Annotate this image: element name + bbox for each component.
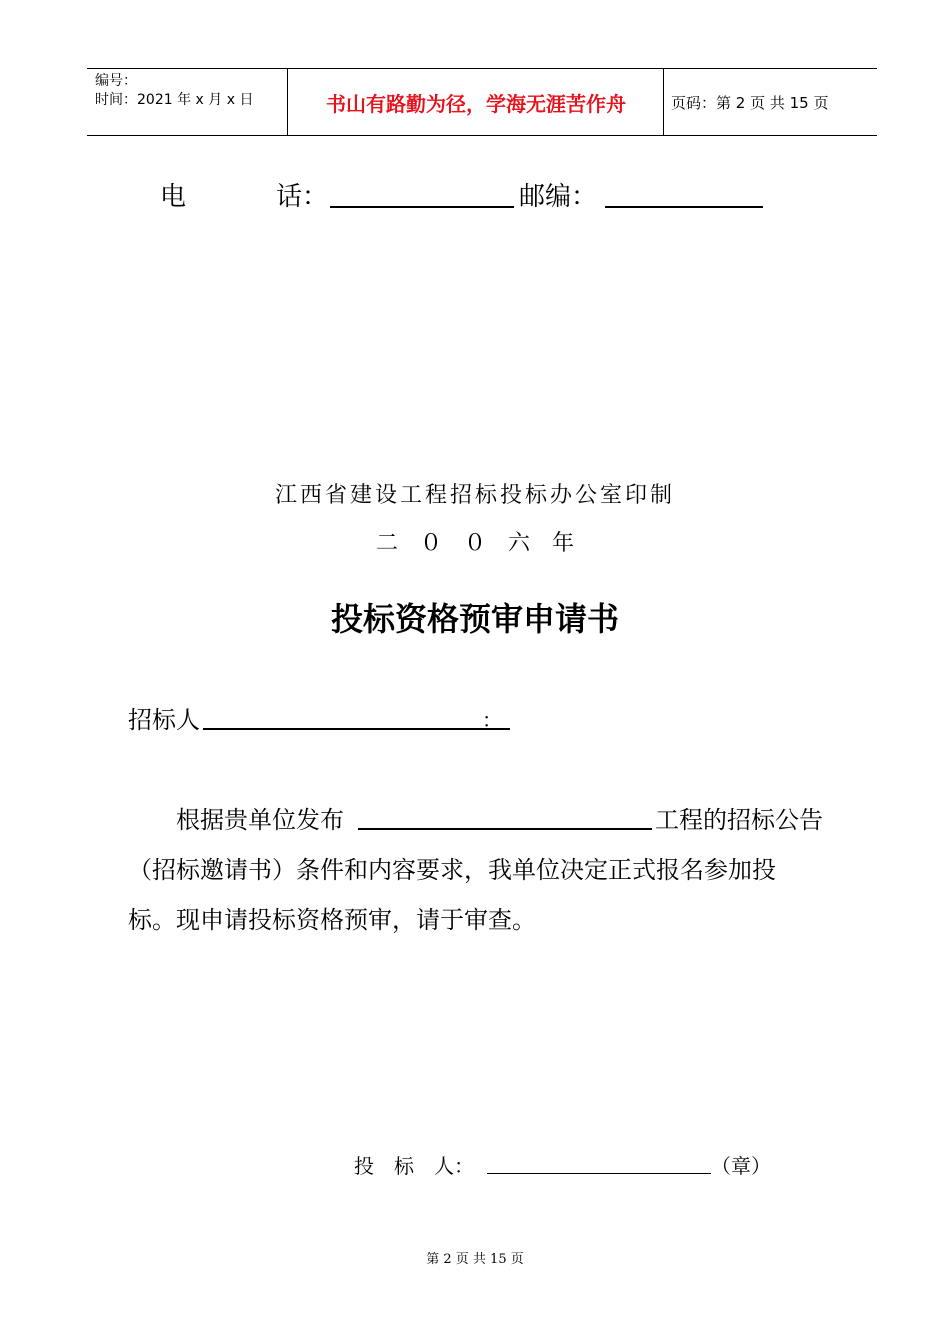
body-line2: （招标邀请书）条件和内容要求，我单位决定正式报名参加投 — [128, 856, 776, 884]
issuer-line: 江西省建设工程招标投标办公室印制 — [274, 483, 675, 508]
recipient-colon: ： — [482, 708, 502, 732]
document-title: 投标资格预审申请书 — [330, 600, 619, 638]
header-page-info: 页码：第 2 页 共 15 页 — [671, 93, 829, 112]
project-name-blank[interactable] — [358, 828, 652, 830]
year-line: 二 ０ ０ 六 年 — [375, 531, 574, 556]
body-line1-suffix: 工程的招标公告 — [655, 806, 823, 834]
postcode-label: 邮编： — [519, 182, 598, 212]
header-time-label: 时间：2021 年 x 月 x 日 — [95, 92, 254, 108]
header-number-label: 编号： — [95, 73, 137, 89]
recipient-label: 招标人 — [128, 706, 200, 734]
page-footer: 第 2 页 共 15 页 — [426, 1252, 524, 1267]
phone-label-char-1: 电 — [160, 182, 187, 212]
header-divider — [663, 69, 664, 135]
stamp-label: （章） — [711, 1154, 771, 1178]
signature-blank[interactable] — [487, 1173, 711, 1174]
page-header — [87, 68, 877, 136]
header-motto: 书山有路勤为径，学海无涯苦作舟 — [326, 91, 626, 116]
phone-label-char-2: 话： — [276, 182, 329, 212]
header-divider — [287, 69, 288, 135]
body-line1-prefix: 根据贵单位发布 — [176, 806, 344, 834]
header-meta — [95, 72, 253, 110]
recipient-blank[interactable] — [203, 728, 510, 730]
phone-blank[interactable] — [330, 206, 514, 208]
signature-label: 投 标 人： — [354, 1154, 474, 1178]
body-line3: 标。现申请投标资格预审，请于审查。 — [128, 906, 536, 934]
postcode-blank[interactable] — [605, 206, 763, 208]
